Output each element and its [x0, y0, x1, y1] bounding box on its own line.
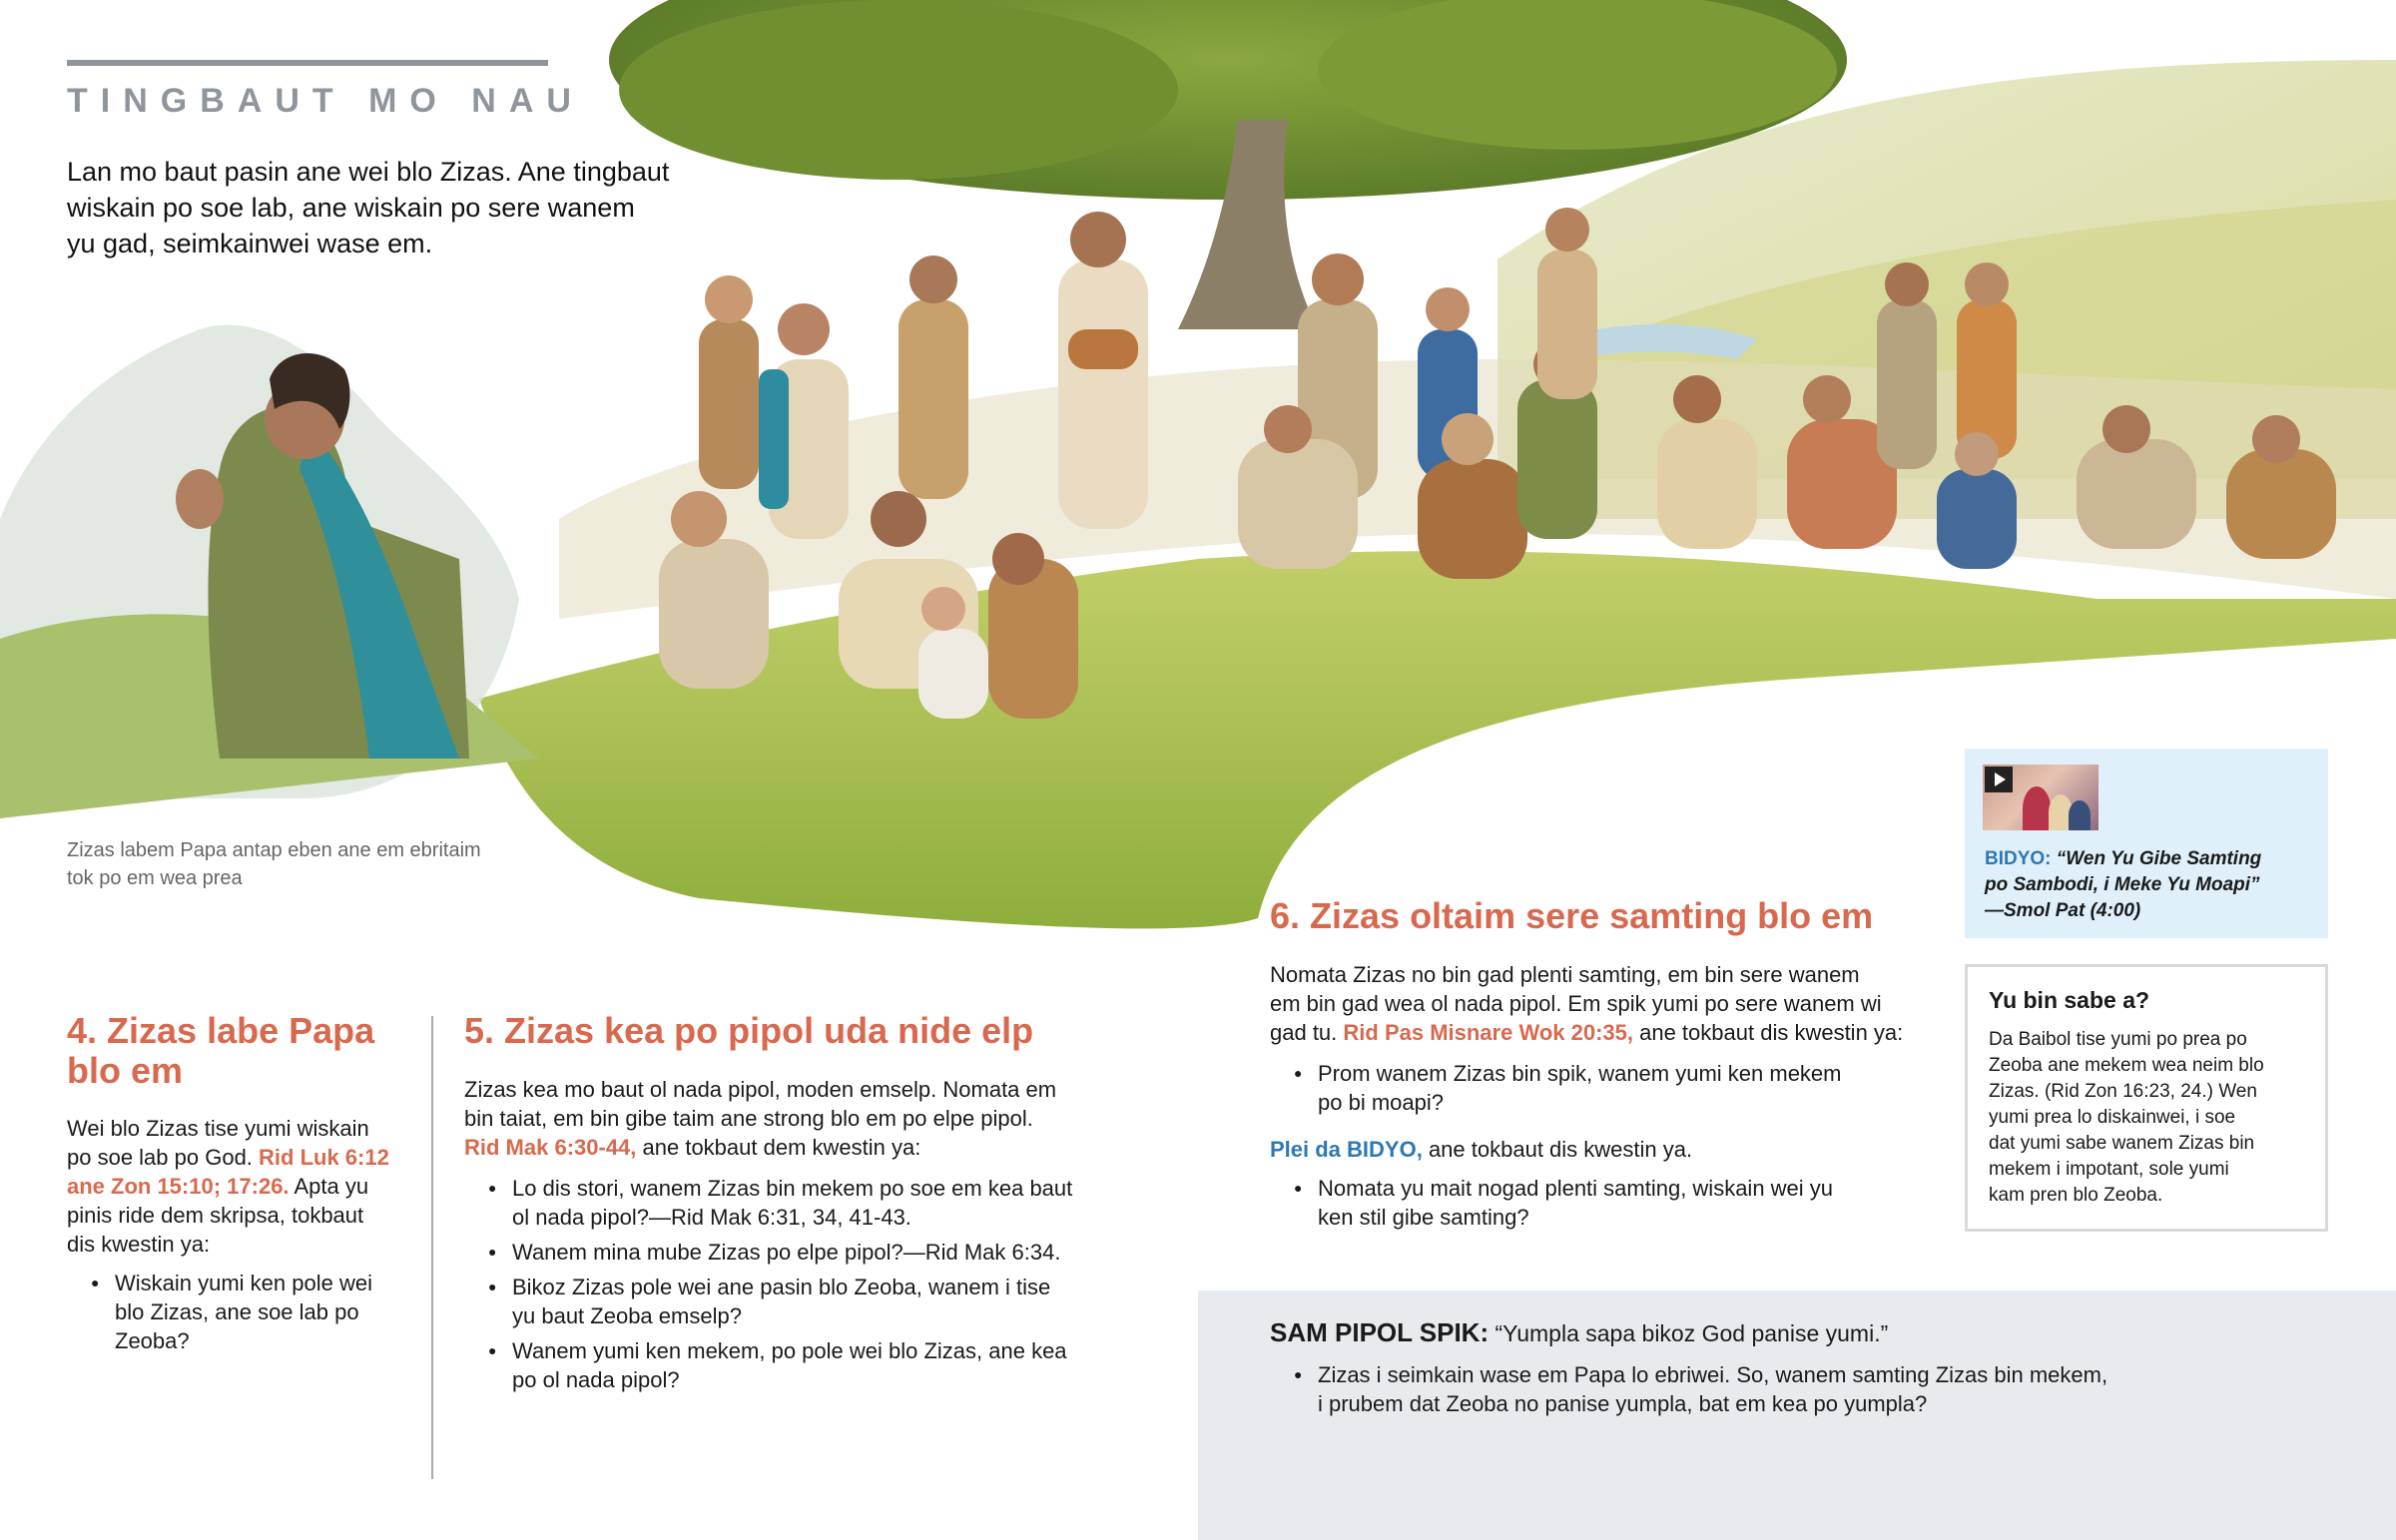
video-thumbnail[interactable] — [1983, 765, 2098, 830]
question-line: ● Lo dis stori, wanem Zizas bin mekem po soe em kea baut — [512, 1176, 1073, 1201]
question-line: ol nada pipol?—Rid Mak 6:31, 34, 41-43. — [512, 1205, 911, 1230]
quote-label: SAM PIPOL SPIK: — [1270, 1317, 1490, 1347]
body-text: ane tokbaut dem kwestin ya: — [636, 1135, 921, 1160]
did-you-know-box — [1965, 964, 2328, 1232]
image-caption — [67, 836, 481, 892]
section-4-body — [67, 1114, 406, 1355]
body-line — [67, 1172, 406, 1201]
scripture-link[interactable]: Rid Mak 6:30-44, — [464, 1135, 637, 1160]
body-line — [1270, 1018, 1949, 1047]
quote-text: “Yumpla sapa bikoz God panise yumi.” — [1489, 1320, 1889, 1346]
caption-line: tok po em wea prea — [67, 867, 243, 889]
body-text: gad tu. — [1270, 1020, 1344, 1045]
question-item — [464, 1273, 1163, 1330]
question-line: Zeoba? — [115, 1328, 190, 1353]
column-divider — [431, 1016, 433, 1479]
body-line: dis kwestin ya: — [67, 1232, 211, 1257]
body-text: Apta yu — [289, 1174, 369, 1199]
question-line: blo Zizas, ane soe lab po — [115, 1299, 359, 1324]
question-line: ● Wiskain yumi ken pole wei — [115, 1271, 372, 1295]
scripture-link[interactable]: Rid Pas Misnare Wok 20:35, — [1343, 1020, 1633, 1045]
video-title-line: —Smol Pat (4:00) — [1985, 900, 2141, 921]
video-label: BIDYO: — [1985, 848, 2052, 869]
body-line: pinis ride dem skripsa, tokbaut — [67, 1203, 364, 1228]
question-item — [1270, 1360, 2107, 1418]
question-line: ● Zizas i seimkain wase em Papa lo ebriwei. So, wanem samting Zizas bin mekem, — [1318, 1362, 2108, 1387]
scripture-link[interactable]: Rid Luk 6:12 — [259, 1145, 389, 1170]
question-line: po bi moapi? — [1318, 1090, 1444, 1115]
question-line: ● Nomata yu mait nogad plenti samting, wiskain wei yu — [1318, 1176, 1834, 1201]
section-6-heading: 6. Zizas oltaim sere samting blo em — [1270, 895, 1874, 936]
box-line: Da Baibol tise yumi po prea po — [1989, 1029, 2247, 1050]
box-line: kam pren blo Zeoba. — [1989, 1185, 2163, 1206]
body-line: Zizas kea mo baut ol nada pipol, moden emselp. Nomata em — [464, 1077, 1057, 1102]
question-line: ● Prom wanem Zizas bin spik, wanem yumi ken mekem — [1318, 1061, 1842, 1086]
body-text: po soe lab po God. — [67, 1145, 260, 1170]
question-line: ● Wanem mina mube Zizas po elpe pipol?—Rid Mak 6:34. — [512, 1240, 1061, 1265]
body-line: em bin gad wea ol nada pipol. Em spik yumi po sere wanem wi — [1270, 991, 1882, 1016]
body-line: bin taiat, em bin gibe taim ane strong blo em po elpe pipol. — [464, 1106, 1033, 1131]
heading-line: blo em — [67, 1050, 184, 1091]
box-body — [1989, 1027, 2318, 1209]
body-line: Nomata Zizas no bin gad plenti samting, em bin sere wanem — [1270, 962, 1860, 987]
body-line — [464, 1133, 1163, 1162]
heading-line: 4. Zizas labe Papa — [67, 1010, 375, 1051]
section-5-heading: 5. Zizas kea po pipol uda nide elp — [464, 1010, 1034, 1051]
question-item — [464, 1336, 1163, 1394]
video-title-line: po Sambodi, i Meke Yu Moapi” — [1985, 874, 2260, 895]
question-line: ● Wanem yumi ken mekem, po pole wei blo Zizas, ane kea — [512, 1338, 1067, 1363]
question-item — [464, 1174, 1163, 1232]
body-line — [1270, 1135, 1949, 1164]
question-line: yu baut Zeoba emselp? — [512, 1303, 742, 1328]
box-line: mekem i impotant, sole yumi — [1989, 1159, 2229, 1180]
box-line: Zeoba ane mekem wea neim blo — [1989, 1055, 2264, 1076]
play-icon[interactable] — [1985, 767, 2013, 792]
some-people-say — [1270, 1317, 2107, 1418]
video-title-line: “Wen Yu Gibe Samting — [2056, 848, 2262, 869]
top-rule — [67, 60, 548, 66]
section-6-body — [1270, 960, 1949, 1232]
video-link[interactable]: Plei da BIDYO, — [1270, 1137, 1423, 1162]
question-item — [1270, 1059, 1949, 1117]
body-text: ane tokbaut dis kwestin ya: — [1633, 1020, 1904, 1045]
question-line: po ol nada pipol? — [512, 1367, 680, 1392]
body-line — [67, 1143, 406, 1172]
intro-paragraph — [67, 154, 736, 261]
section-4-heading — [67, 1011, 374, 1091]
question-item — [464, 1238, 1163, 1267]
box-line: dat yumi sabe wanem Zizas bin — [1989, 1133, 2255, 1154]
prayer-vignette — [0, 325, 539, 818]
video-card[interactable] — [1965, 749, 2328, 938]
body-text: ane tokbaut dis kwestin ya. — [1422, 1137, 1693, 1162]
question-item — [67, 1269, 406, 1355]
intro-line: yu gad, seimkainwei wase em. — [67, 229, 433, 258]
caption-line: Zizas labem Papa antap eben ane em ebritaim — [67, 839, 481, 861]
scripture-link[interactable]: ane Zon 15:10; 17:26. — [67, 1174, 290, 1199]
intro-line: Lan mo baut pasin ane wei blo Zizas. Ane tingbaut — [67, 157, 670, 187]
box-title: Yu bin sabe a? — [1989, 987, 2150, 1013]
body-line: Wei blo Zizas tise yumi wiskain — [67, 1116, 369, 1141]
section-5-body — [464, 1075, 1163, 1394]
intro-line: wiskain po soe lab, ane wiskain po sere wanem — [67, 193, 635, 223]
box-line: Zizas. (Rid Zon 16:23, 24.) Wen — [1989, 1081, 2257, 1102]
box-line: yumi prea lo diskainwei, i soe — [1989, 1107, 2236, 1128]
video-title[interactable] — [1985, 846, 2314, 924]
quote-line — [1270, 1317, 2107, 1348]
section-kicker: TINGBAUT MO NAU — [67, 82, 584, 120]
question-line: ● Bikoz Zizas pole wei ane pasin blo Zeoba, wanem i tise — [512, 1275, 1051, 1299]
question-item — [1270, 1174, 1949, 1232]
question-line: ken stil gibe samting? — [1318, 1205, 1529, 1230]
question-line: i prubem dat Zeoba no panise yumpla, bat em kea po yumpla? — [1318, 1391, 1928, 1416]
